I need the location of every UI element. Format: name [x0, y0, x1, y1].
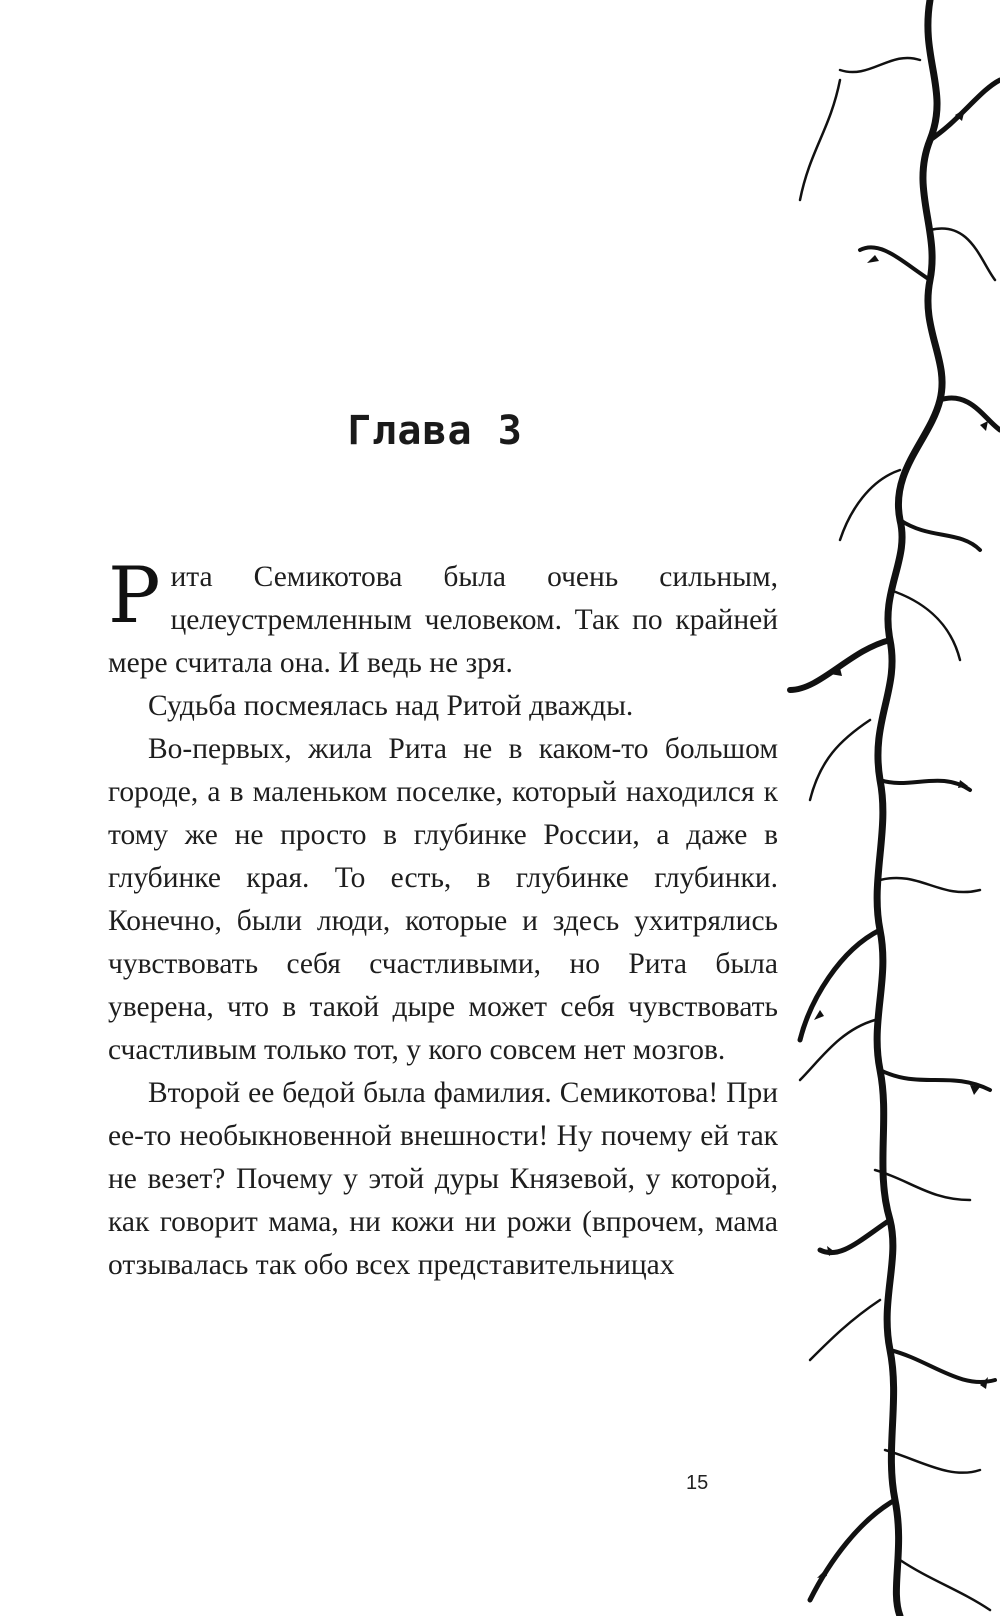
cracked-vine-ornament: [780, 0, 1000, 1616]
page-number: 15: [686, 1472, 709, 1494]
drop-cap: Р: [108, 551, 161, 641]
chapter-body: [108, 551, 778, 1287]
chapter-title: Глава 3: [347, 408, 523, 454]
paragraph-1-text: ита Семикотова была очень сильным, целеустремленным человеком. Так по крайней мере считала она. И ведь не зря.: [108, 561, 778, 679]
paragraph-3: Во-первых, жила Рита не в каком-то большом городе, а в маленьком поселке, который находился к тому же не просто в глубинке России, а даже в глубинке края. То есть, в глубинке глубинки. Конечно, были люди, которые и здесь ухитрялись чувствовать себя счастливыми, но Рита была уверена, что в такой дыре может себя чувствовать счастливым только тот, у кого совсем нет мозгов.: [108, 733, 778, 1066]
paragraph-4: Второй ее бедой была фамилия. Семикотова! При ее-то необыкновенной внешности! Ну почему ей так не везет? Почему у этой дуры Князевой, у которой, как говорит мама, ни кожи ни рожи (впрочем, мама отзывалась так обо всех представительницах: [108, 1077, 778, 1281]
main-crack: [877, 0, 942, 1616]
paragraph-2: Судьба посмеялась над Ритой дважды.: [148, 690, 634, 722]
paragraph-1: [108, 551, 778, 685]
